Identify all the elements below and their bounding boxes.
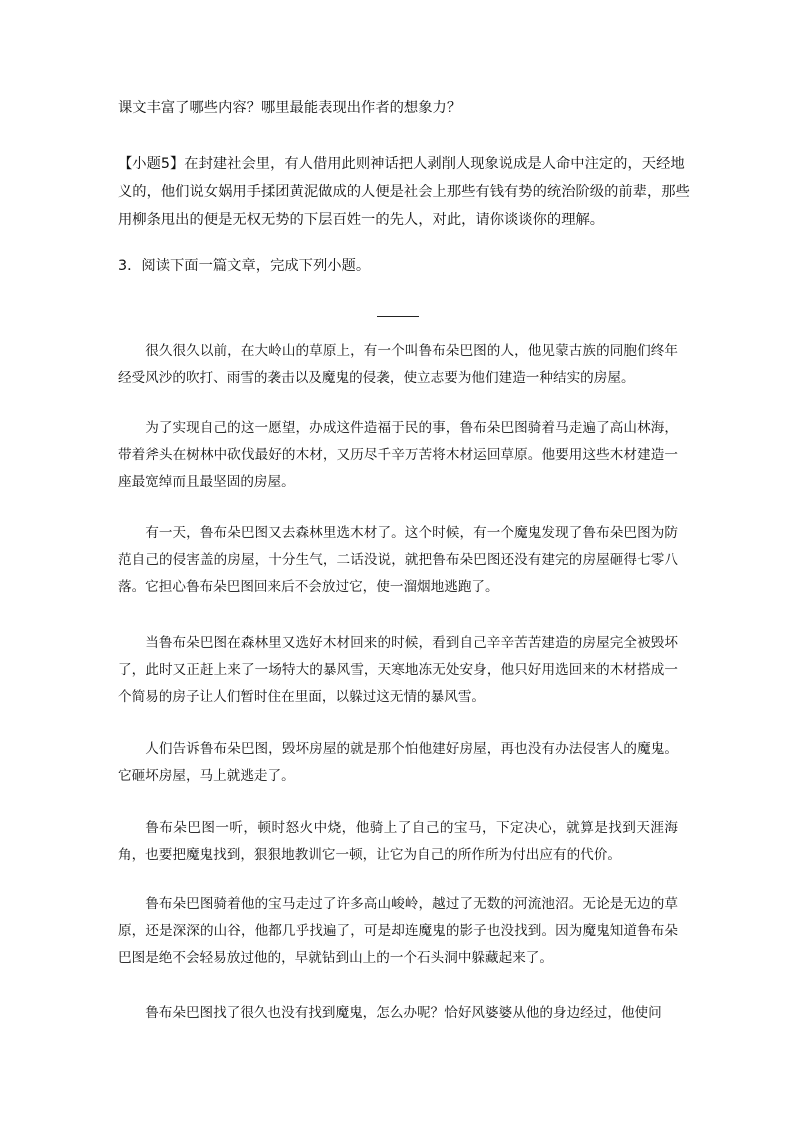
- question-3-intro: 3．阅读下面一篇文章，完成下列小题。: [118, 258, 371, 274]
- question-5-line-2: 义的，他们说女娲用手揉团黄泥做成的人便是社会上那些有钱有势的统治阶级的前辈，那些: [118, 184, 690, 200]
- question-5-line-3: 用柳条甩出的便是无权无势的下层百姓一的先人，对此，请你谈谈你的理解。: [118, 212, 605, 228]
- question-4-tail: 课文丰富了哪些内容？哪里最能表现出作者的想象力？: [118, 100, 462, 116]
- question-5-line-1: 【小题5】在封建社会里，有人借用此则神话把人剥削人现象说成是人命中注定的，天经地: [118, 156, 685, 172]
- article-paragraph-5: 人们告诉鲁布朵巴图，毁坏房屋的就是那个怕他建好房屋，再也没有办法侵害人的魔鬼。它砸坏房屋，马上就逃走了。: [118, 741, 678, 784]
- article-paragraph-1: 很久很久以前，在大岭山的草原上，有一个叫鲁布朵巴图的人，他见蒙古族的同胞们终年经受风沙的吹打、雨雪的袭击以及魔鬼的侵袭，使立志要为他们建造一种结实的房屋。: [118, 343, 678, 386]
- article-paragraph-3: 有一天，鲁布朵巴图又去森林里选木材了。这个时候，有一个魔鬼发现了鲁布朵巴图为防范自己的侵害盖的房屋，十分生气，二话没说，就把鲁布朵巴图还没有建完的房屋砸得七零八落。它担心鲁布朵巴图回来后不会放过它，使一溜烟地逃跑了。: [118, 525, 678, 595]
- title-divider-line: [377, 316, 419, 317]
- article-paragraph-8: 鲁布朵巴图找了很久也没有找到魔鬼，怎么办呢？恰好风婆婆从他的身边经过，他使问: [145, 1005, 662, 1021]
- article-paragraph-4: 当鲁布朵巴图在森林里又选好木材回来的时候，看到自己辛辛苦苦建造的房屋完全被毁坏了，此时又正赶上来了一场特大的暴风雪，天寒地冻无处安身，他只好用选回来的木材搭成一个简易的房子让人们暂时住在里面，以躲过这无情的暴风雪。: [118, 635, 678, 705]
- article-paragraph-2: 为了实现自己的这一愿望，办成这件造福于民的事，鲁布朵巴图骑着马走遍了高山林海，带着斧头在树林中砍伐最好的木材，又历尽千辛万苦将木材运回草原。他要用这些木材建造一座最宽绰而且最坚固的房屋。: [118, 420, 678, 490]
- article-paragraph-7: 鲁布朵巴图骑着他的宝马走过了许多高山峻岭，越过了无数的河流池沼。无论是无边的草原，还是深深的山谷，他都几乎找遍了，可是却连魔鬼的影子也没找到。因为魔鬼知道鲁布朵巴图是绝不会轻易放过他的，早就钻到山上的一个石头洞中躲藏起来了。: [118, 896, 678, 966]
- article-paragraph-6: 鲁布朵巴图一听，顿时怒火中烧，他骑上了自己的宝马，下定决心，就算是找到天涯海角，也要把魔鬼找到，狠狠地教训它一顿，让它为自己的所作所为付出应有的代价。: [118, 820, 678, 863]
